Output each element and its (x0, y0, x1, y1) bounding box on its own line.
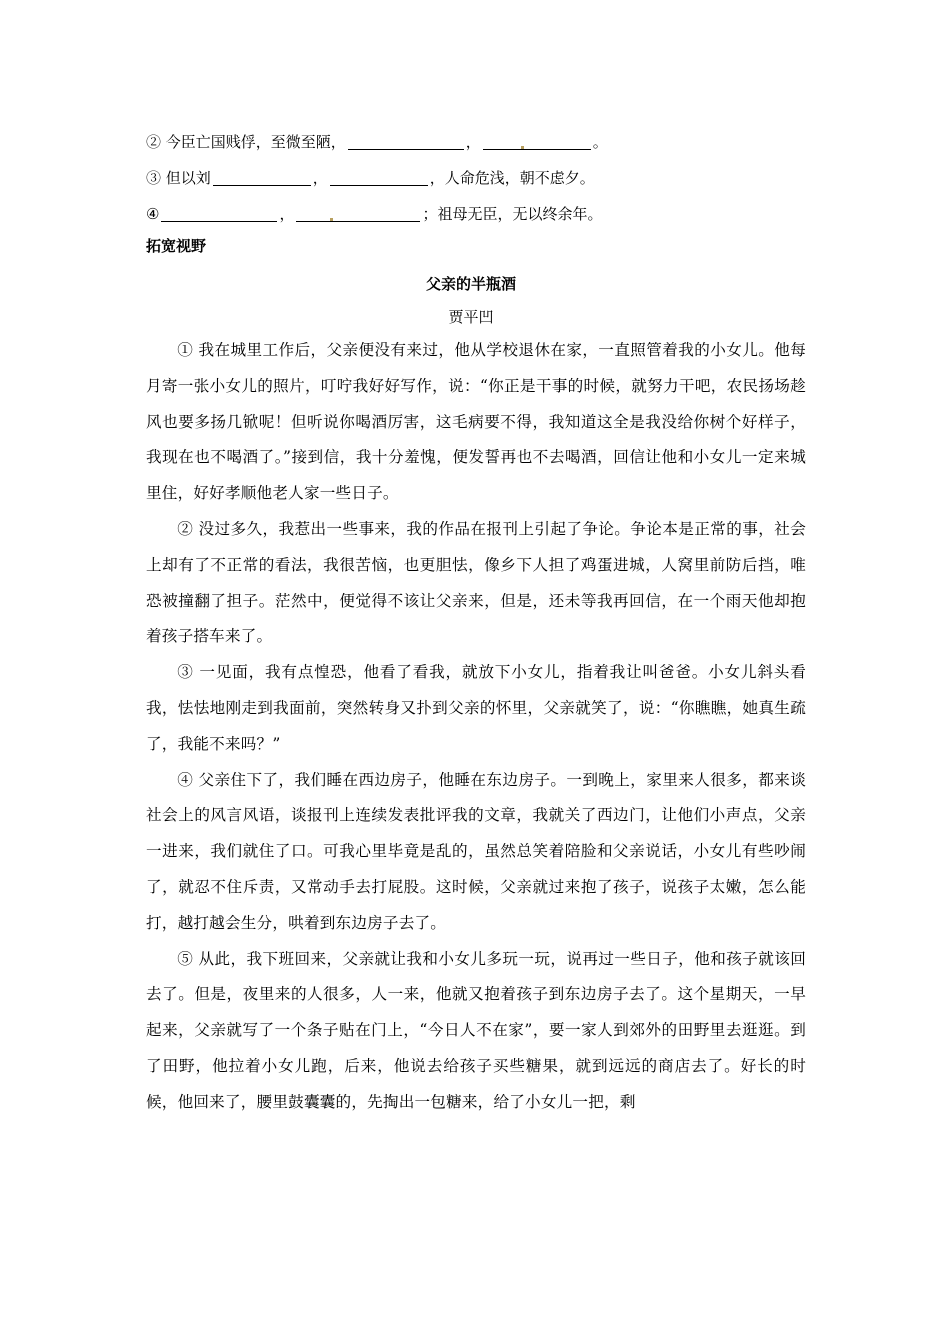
fill-blank-question-3 (146, 153, 806, 189)
answer-blank[interactable] (330, 167, 428, 186)
answer-blank[interactable] (348, 131, 464, 150)
question-3-prefix: ③ 但以刘 (146, 169, 211, 187)
question-4-prefix: ④ (146, 205, 160, 223)
article-paragraph-1: ① 我在城里工作后，父亲便没有来过，他从学校退休在家，一直照管着我的小女儿。他每月寄一张小女儿的照片，叮咛我好好写作，说：“你正是干事的时候，就努力干吧，农民扬场趁风也要多扬几锨呢！但听说你喝酒厉害，这毛病要不得，我知道这全是我没给你树个好样子，我现在也不喝酒了。”接到信，我十分羞愧，便发誓再也不去喝酒，回信让他和小女儿一定来城里住，好好孝顺他老人家一些日子。 (146, 341, 806, 503)
question-2-separator: ， (465, 133, 481, 151)
question-2-suffix: 。 (592, 133, 608, 151)
scan-dot (330, 218, 333, 221)
question-3-separator: ， (312, 169, 328, 187)
answer-blank[interactable] (213, 167, 311, 186)
article-paragraph-4: ④ 父亲住下了，我们睡在西边房子，他睡在东边房子。一到晚上，家里来人很多，都来谈社会上的风言风语，谈报刊上连续发表批评我的文章，我就关了西边门，让他们小声点，父亲一进来，我们就住了口。可我心里毕竟是乱的，虽然总笑着陪脸和父亲说话，小女儿有些吵闹了，就忍不住斥责，又常动手去打屁股。这时候，父亲就过来抱了孩子，说孩子太嫩，怎么能打，越打越会生分，哄着到东边房子去了。 (146, 770, 806, 932)
answer-blank[interactable] (296, 203, 420, 222)
document-page (146, 0, 806, 1121)
answer-blank[interactable] (483, 131, 591, 150)
article-title: 父亲的半瓶酒 (425, 275, 516, 293)
answer-blank[interactable] (161, 203, 277, 222)
top-margin (146, 0, 806, 117)
question-4-separator: ， (279, 205, 295, 223)
article-paragraph-2: ② 没过多久，我惹出一些事来，我的作品在报刊上引起了争论。争论本是正常的事，社会上却有了不正常的看法，我很苦恼，也更胆怯，像乡下人担了鸡蛋进城，人窝里前防后挡，唯恐被撞翻了担子。茫然中，便觉得不该让父亲来，但是，还未等我再回信，在一个雨天他却抱着孩子搭车来了。 (146, 519, 806, 646)
article-author: 贾平凹 (448, 308, 494, 326)
question-3-suffix: ，人命危浅，朝不虑夕。 (429, 169, 595, 187)
question-4-suffix: ；祖母无臣，无以终余年。 (422, 205, 603, 223)
question-2-prefix: ② 今臣亡国贱俘，至微至陋， (146, 133, 346, 151)
article-paragraph-5: ⑤ 从此，我下班回来，父亲就让我和小女儿多玩一玩，说再过一些日子，他和孩子就该回去了。但是，夜里来的人很多，人一来，他就又抱着孩子到东边房子去了。这个星期天，一早起来，父亲就写了一个条子贴在门上，“今日人不在家”，要一家人到郊外的田野里去逛逛。到了田野，他拉着小女儿跑，后来，他说去给孩子买些糖果，就到远远的商店去了。好长的时候，他回来了，腰里鼓囊囊的，先掏出一包糖来，给了小女儿一把，剩 (146, 949, 806, 1111)
scan-dot (521, 146, 524, 149)
fill-blank-question-4 (146, 189, 806, 225)
article-paragraph-3: ③ 一见面，我有点惶恐，他看了看我，就放下小女儿，指着我让叫爸爸。小女儿斜头看我，怯怯地刚走到我面前，突然转身又扑到父亲的怀里，父亲就笑了，说：“你瞧瞧，她真生疏了，我能不来吗？” (146, 663, 806, 753)
section-title: 拓宽视野 (146, 237, 207, 255)
fill-blank-question-2 (146, 117, 806, 153)
